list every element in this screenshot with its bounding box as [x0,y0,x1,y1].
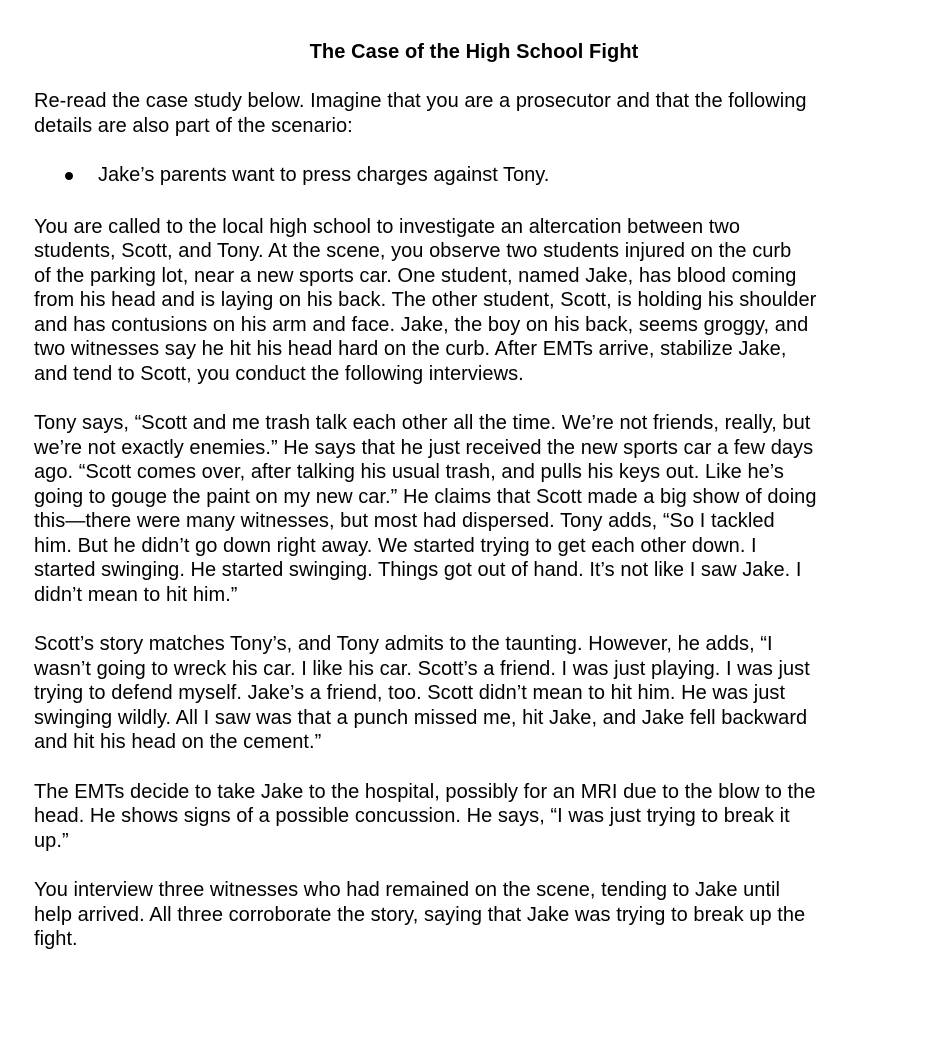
document-page [34,40,914,977]
paragraph-line: Scott’s story matches Tony’s, and Tony admits to the taunting. However, he adds, “I [34,633,773,655]
paragraph-line: we’re not exactly enemies.” He says that he just received the new sports car a few days [34,436,814,459]
paragraph-line: him. But he didn’t go down right away. We started trying to get each other down. I [34,534,757,557]
paragraph-line: and has contusions on his arm and face. Jake, the boy on his back, seems groggy, and [34,313,809,336]
bullet-list [34,163,914,188]
paragraph-line: help arrived. All three corroborate the story, saying that Jake was trying to break up the [34,903,806,926]
paragraph-line: up.” [34,829,69,852]
scott-statement-paragraph [34,632,914,755]
paragraph-line: and tend to Scott, you conduct the following interviews. [34,362,524,385]
paragraph-line: wasn’t going to wreck his car. I like his car. Scott’s a friend. I was just playing. I was just [34,657,810,680]
witness-paragraph [34,878,914,952]
paragraph-line: started swinging. He started swinging. Things got out of hand. It’s not like I saw Jake. I [34,559,802,581]
paragraph-line: You interview three witnesses who had remained on the scene, tending to Jake until [34,879,781,901]
paragraph-line: students, Scott, and Tony. At the scene, you observe two students injured on the curb [34,240,792,262]
bullet-dot-icon [65,172,73,180]
scene-paragraph [34,215,914,387]
paragraph-line: fight. [34,928,78,950]
paragraph-line: Tony says, “Scott and me trash talk each other all the time. We’re not friends, really, but [34,412,811,434]
intro-paragraph [34,89,914,138]
paragraph-line: trying to defend myself. Jake’s a friend, too. Scott didn’t mean to hit him. He was just [34,682,786,704]
paragraph-line: from his head and is laying on his back. The other student, Scott, is holding his shoulder [34,289,817,311]
paragraph-line: and hit his head on the cement.” [34,731,322,753]
bullet-item [34,163,914,188]
paragraph-line: The EMTs decide to take Jake to the hospital, possibly for an MRI due to the blow to the [34,780,816,803]
paragraph-line: didn’t mean to hit him.” [34,583,238,606]
paragraph-line: this—there were many witnesses, but most had dispersed. Tony adds, “So I tackled [34,510,775,532]
bullet-text: Jake’s parents want to press charges against Tony. [98,164,550,186]
paragraph-line: You are called to the local high school to investigate an altercation between two [34,215,740,238]
paragraph-line: swinging wildly. All I saw was that a punch missed me, hit Jake, and Jake fell backward [34,706,808,729]
paragraph-line: head. He shows signs of a possible concussion. He says, “I was just trying to break it [34,805,790,827]
emt-paragraph [34,780,914,854]
paragraph-line: going to gouge the paint on my new car.” He claims that Scott made a big show of doing [34,485,817,508]
intro-line: Re-read the case study below. Imagine that you are a prosecutor and that the following [34,90,807,112]
paragraph-line: of the parking lot, near a new sports car. One student, named Jake, has blood coming [34,264,797,287]
intro-line: details are also part of the scenario: [34,114,353,137]
tony-statement-paragraph [34,411,914,607]
paragraph-line: ago. “Scott comes over, after talking his usual trash, and pulls his keys out. Like he’s [34,461,784,483]
document-title: The Case of the High School Fight [309,41,639,63]
paragraph-line: two witnesses say he hit his head hard on the curb. After EMTs arrive, stabilize Jake, [34,338,787,360]
